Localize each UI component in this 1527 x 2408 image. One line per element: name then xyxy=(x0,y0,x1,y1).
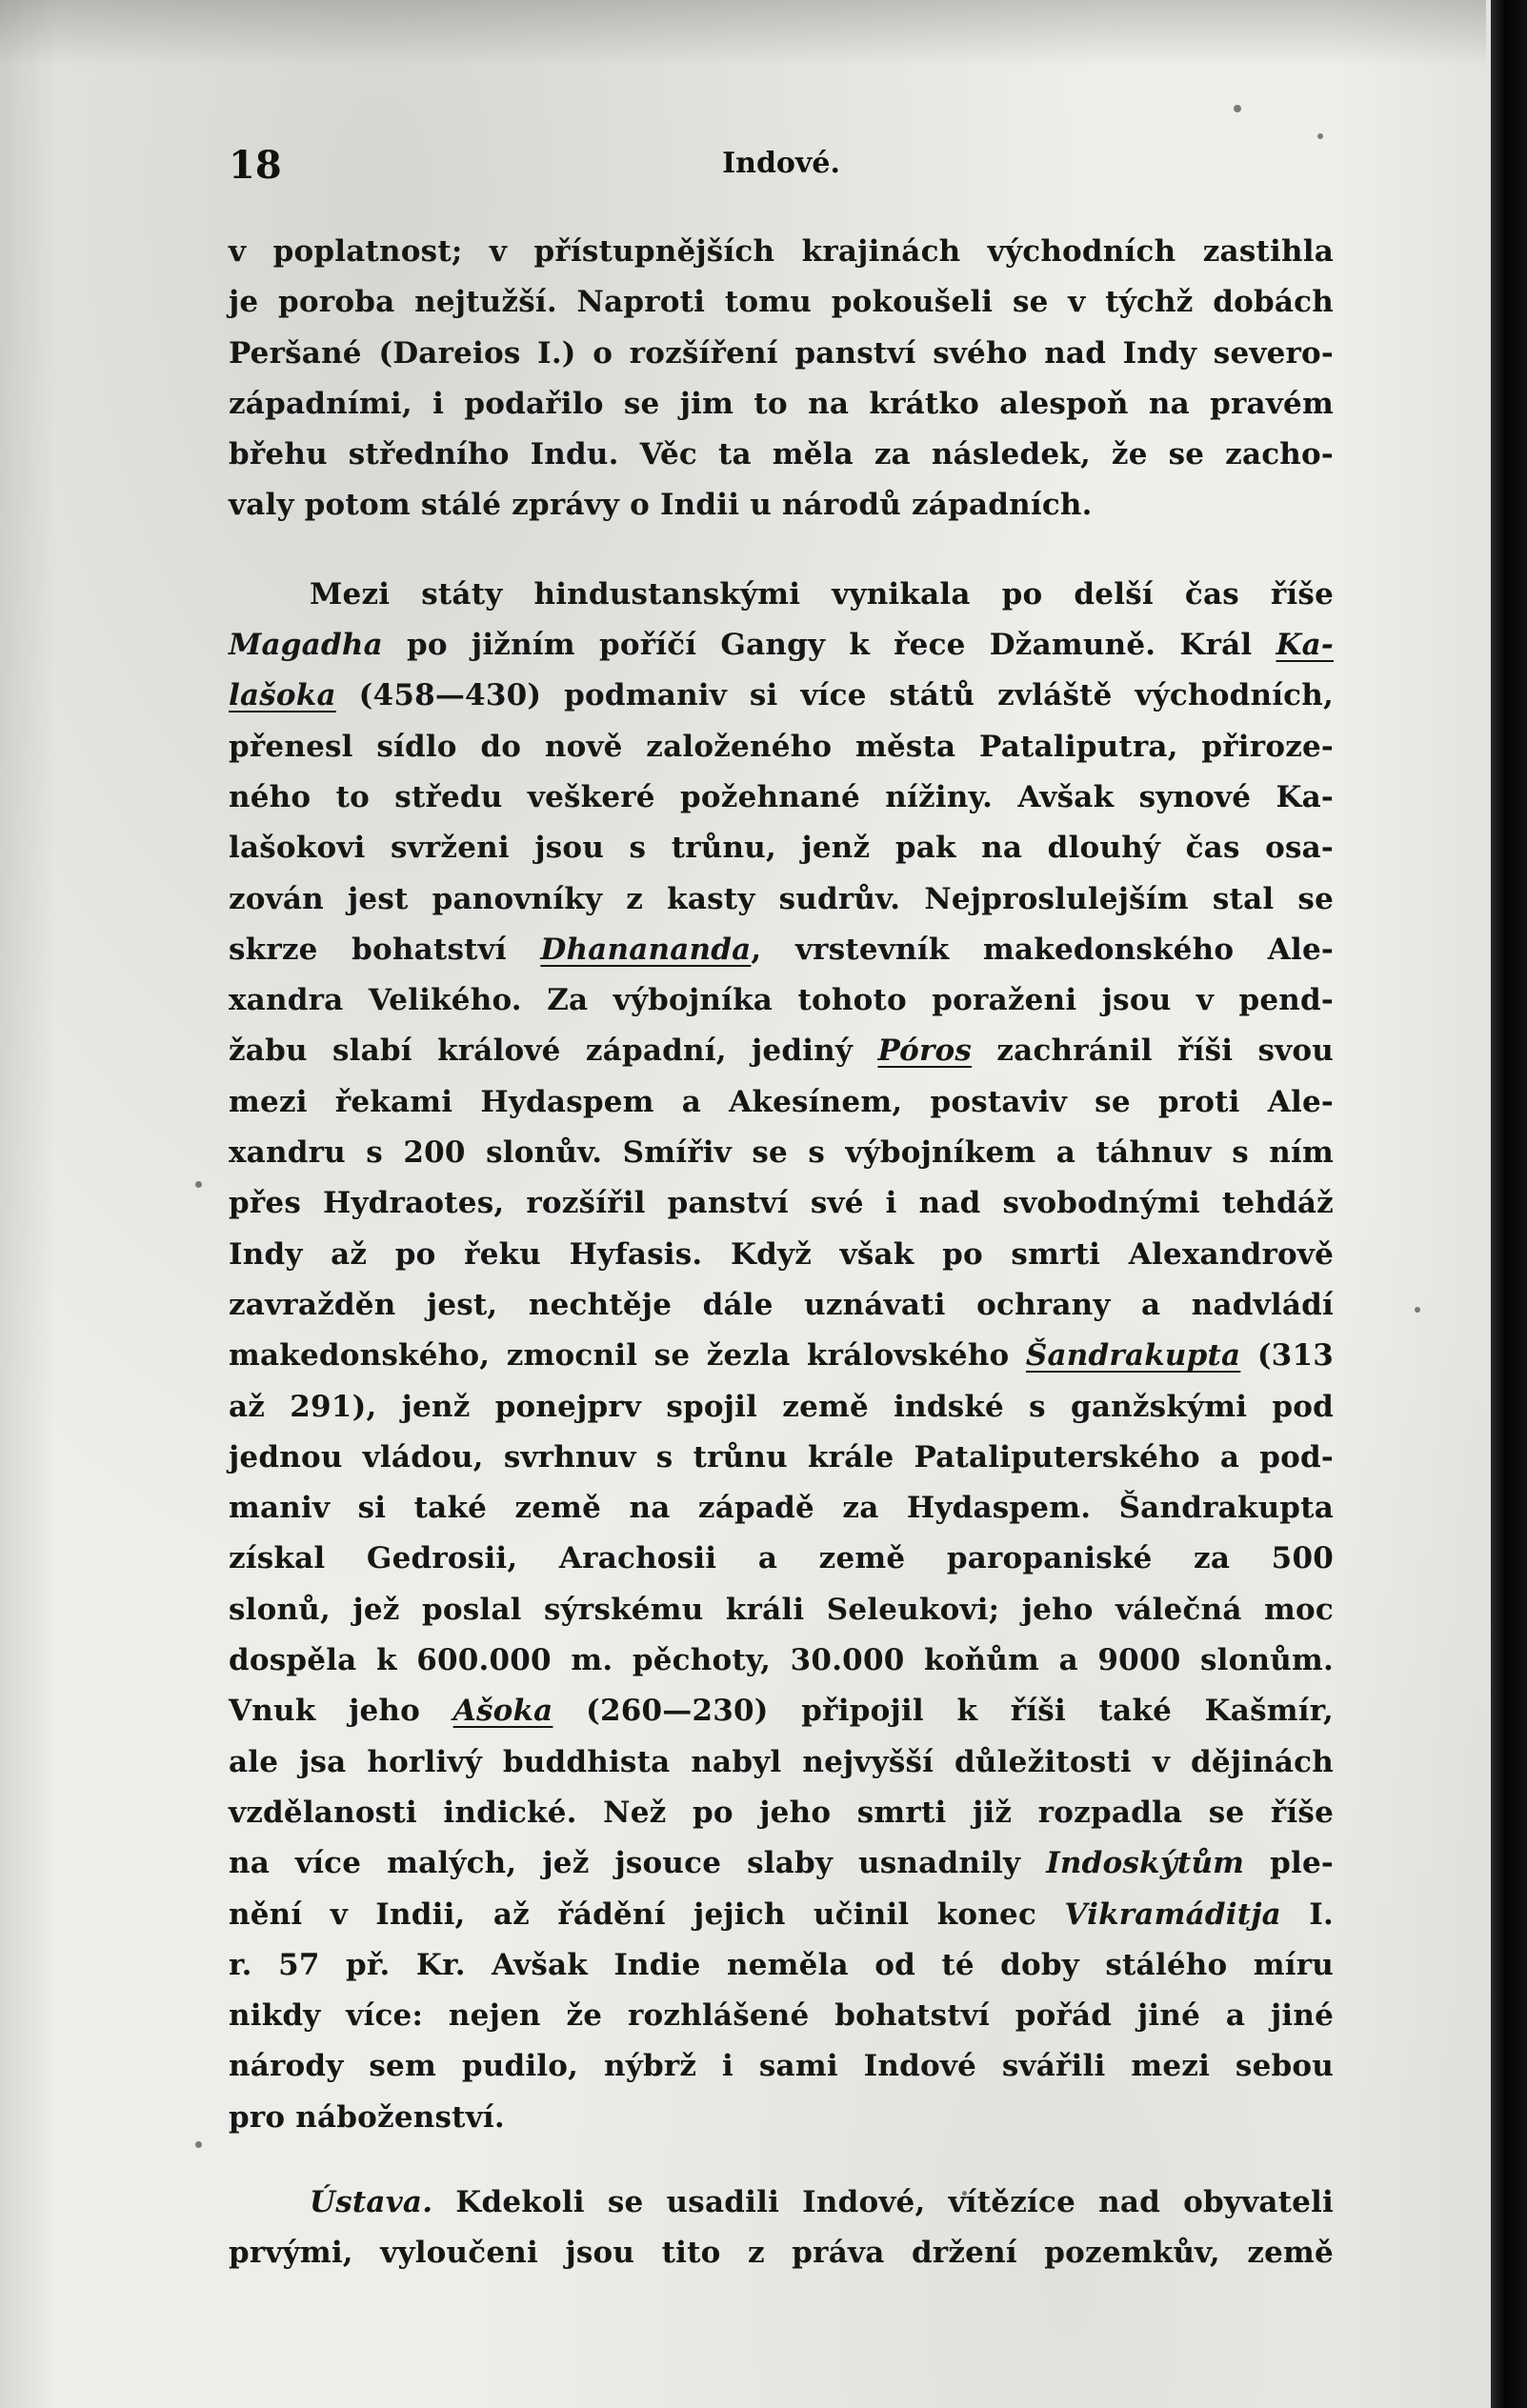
text-line: nikdy více: nejen že rozhlášené bohatství pořád jiné a jiné xyxy=(229,1998,1334,2034)
text-line: pro náboženství. xyxy=(229,2099,505,2135)
book-spine-edge xyxy=(1491,0,1527,2408)
text-line: valy potom stálé zprávy o Indii u národů západních. xyxy=(229,488,1093,523)
text-line: vzdělanosti indické. Než po jeho smrti již rozpadla se říše xyxy=(229,1795,1334,1830)
speck xyxy=(1415,1307,1420,1313)
text-line: xandru s 200 slonův. Smířiv se s výbojníkem a táhnuv s ním xyxy=(229,1135,1334,1171)
page-number: 18 xyxy=(229,143,282,188)
text-line: Ústava. Kdekoli se usadili Indové, vítězíce nad obyvateli xyxy=(310,2184,1334,2219)
speck xyxy=(195,2141,202,2148)
speck xyxy=(195,1181,202,1188)
text-line: zován jest panovníky z kasty sudrův. Nejproslulejším stal se xyxy=(229,881,1334,916)
paragraph-break xyxy=(229,2143,1334,2177)
text-line: získal Gedrosii, Arachosii a země paropaniské za 500 xyxy=(229,1541,1334,1576)
text-line: zavražděn jest, nechtěje dále uznávati ochrany a nadvládí xyxy=(229,1287,1334,1322)
text-line: makedonského, zmocnil se žezla královského Šandrakupta (313 xyxy=(229,1338,1334,1374)
text-line: západními, i podařilo se jim to na krátko alespoň na pravém xyxy=(229,386,1334,421)
text-line: r. 57 př. Kr. Avšak Indie neměla od té doby stálého míru xyxy=(229,1947,1334,1982)
text-line: Vnuk jeho Ašoka (260—230) připojil k říši také Kašmír, xyxy=(229,1694,1334,1729)
text-line: žabu slabí králové západní, jediný Póros zachránil říši svou xyxy=(229,1033,1334,1069)
text-line: Indy až po řeku Hyfasis. Když však po smrti Alexandrově xyxy=(229,1236,1334,1272)
text-line: Mezi státy hindustanskými vynikala po delší čas říše xyxy=(310,576,1334,612)
text-line: Magadha po jižním poříčí Gangy k řece Džamuně. Král Ka- xyxy=(229,628,1334,663)
body-text xyxy=(229,227,1334,2279)
text-line: přenesl sídlo do nově založeného města Pataliputra, přiroze- xyxy=(229,729,1334,764)
text-line: jednou vládou, svrhnuv s trůnu krále Pataliputerského a pod- xyxy=(229,1439,1334,1475)
text-line: až 291), jenž ponejprv spojil země indské s ganžskými pod xyxy=(229,1389,1334,1424)
text-line: skrze bohatství Dhanananda, vrstevník makedonského Ale- xyxy=(229,932,1334,967)
text-line: ného to středu veškeré požehnané nížiny. Avšak synové Ka- xyxy=(229,779,1334,814)
text-line: národy sem pudilo, nýbrž i sami Indové svářili mezi sebou xyxy=(229,2049,1334,2084)
paragraph-break xyxy=(229,532,1334,570)
running-head xyxy=(229,143,1334,191)
text-line: prvými, vyloučeni jsou tito z práva držení pozemkův, země xyxy=(229,2236,1334,2271)
text-line: břehu středního Indu. Věc ta měla za následek, že se zacho- xyxy=(229,437,1334,472)
text-line: xandra Velikého. Za výbojníka tohoto poraženi jsou v pend- xyxy=(229,983,1334,1018)
text-line: je poroba nejtužší. Naproti tomu pokoušeli se v týchž dobách xyxy=(229,285,1334,320)
running-title: Indové. xyxy=(722,147,840,180)
text-line: Peršané (Dareios I.) o rozšíření panství svého nad Indy severo- xyxy=(229,335,1334,371)
text-line: v poplatnost; v přístupnějších krajinách východních zastihla xyxy=(229,234,1334,269)
text-line: nění v Indii, až řádění jejich učinil konec Vikramáditja I. xyxy=(229,1896,1334,1932)
text-line: dospěla k 600.000 m. pěchoty, 30.000 koňům a 9000 slonům. xyxy=(229,1643,1334,1678)
text-line: přes Hydraotes, rozšířil panství své i nad svobodnými tehdáž xyxy=(229,1186,1334,1221)
text-line: lašoka (458—430) podmaniv si více států zvláště východních, xyxy=(229,678,1334,713)
book-page xyxy=(229,0,1334,2408)
text-line: ale jsa horlivý buddhista nabyl nejvyšší důležitosti v dějinách xyxy=(229,1744,1334,1779)
text-line: maniv si také země na západě za Hydaspem. Šandrakupta xyxy=(229,1491,1334,1526)
text-line: mezi řekami Hydaspem a Akesínem, postaviv se proti Ale- xyxy=(229,1084,1334,1119)
text-line: na více malých, jež jsouce slaby usnadnily Indoskýtům ple- xyxy=(229,1846,1334,1881)
text-line: slonů, jež poslal sýrskému králi Seleukovi; jeho válečná moc xyxy=(229,1592,1334,1627)
text-line: lašokovi svrženi jsou s trůnu, jenž pak na dlouhý čas osa- xyxy=(229,831,1334,866)
